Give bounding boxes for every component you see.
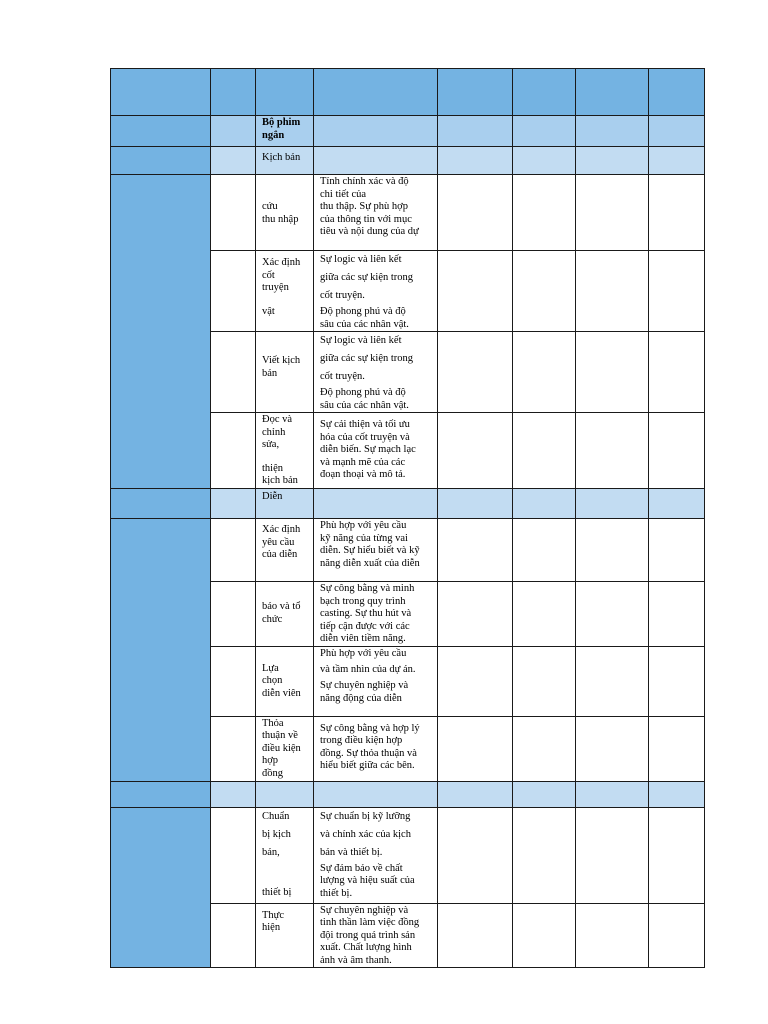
criteria-cell: Sự cải thiện và tối ưu hóa của cốt truyện và diễn biến. Sự mạch lạc và mạnh mẽ của các đoạn thoại và mô tả. (320, 419, 416, 480)
table-row (111, 175, 705, 251)
criteria-cell: Tính chính xác và độ chi tiết của thu thập. Sự phù hợp của thông tin với mục tiêu và nội dung của dự (320, 176, 419, 237)
section-title-short-film: Bộ phim ngắn (262, 117, 301, 141)
task-cell: Lựa chọn diễn viên (262, 662, 301, 699)
section-row-production (111, 781, 705, 807)
header-cell (438, 69, 513, 116)
section-title-script: Kịch bản (262, 152, 301, 163)
group-cell (111, 519, 211, 782)
header-cell (576, 69, 649, 116)
evaluation-table (110, 68, 705, 968)
header-cell (314, 69, 438, 116)
section-row-project (111, 116, 705, 147)
task-cell: cứu thu nhập (262, 201, 299, 225)
section-row-script (111, 147, 705, 175)
table-row (111, 807, 705, 903)
header-cell (256, 69, 314, 116)
task-cell: Đọc và chỉnh sửa, thiện kịch bản (262, 414, 298, 486)
criteria-cell: Phù hợp với yêu cầu kỹ năng của từng vai diễn. Sự hiểu biết và kỹ năng diễn xuất của diễn (320, 520, 420, 569)
criteria-cell: Sự chuyên nghiệp và tinh thần làm việc đồng đội trong quá trình sản xuất. Chất lượng hình ảnh và âm thanh. (320, 904, 420, 966)
task-cell: Chuẩn bị kịch bản, thiết bị (262, 810, 292, 898)
criteria-cell: Sự logic và liên kết giữa các sự kiện trong cốt truyện. Độ phong phú và độ sâu của các nhân vật. (320, 335, 414, 411)
task-cell: báo và tổ chức (262, 601, 301, 625)
group-cell (111, 807, 211, 968)
task-cell: Thực hiện (262, 909, 285, 933)
table-row (111, 519, 705, 582)
header-cell (211, 69, 256, 116)
task-cell: Xác định yêu cầu của diễn (262, 524, 301, 560)
table-header-row (111, 69, 705, 116)
section-row-casting (111, 489, 705, 519)
header-cell (649, 69, 705, 116)
section-title-casting: Diễn (262, 491, 283, 502)
header-cell (111, 69, 211, 116)
criteria-cell: Sự logic và liên kết giữa các sự kiện trong cốt truyện. Độ phong phú và độ sâu của các nhân vật. (320, 254, 414, 330)
criteria-cell: Sự công bằng và minh bạch trong quy trình casting. Sự thu hút và tiếp cận được với các diễn viên tiềm năng. (320, 583, 415, 644)
task-cell: Xác định cốt truyện vật (262, 257, 301, 317)
header-cell (513, 69, 576, 116)
task-cell: Viết kịch bản (262, 355, 301, 379)
criteria-cell: Sự chuẩn bị kỹ lưỡng và chính xác của kịch bản và thiết bị. Sự đảm bảo về chất lượng và hiệu suất của thiết bị. (320, 810, 415, 899)
criteria-cell: Sự công bằng và hợp lý trong điều kiện hợp đồng. Sự thỏa thuận và hiểu biết giữa các bên. (320, 722, 420, 771)
group-cell (111, 175, 211, 489)
criteria-cell: Phù hợp với yêu cầu và tầm nhìn của dự án. Sự chuyên nghiệp và năng động của diễn (320, 647, 416, 704)
task-cell: Thỏa thuận về điều kiện hợp đồng (262, 717, 301, 779)
